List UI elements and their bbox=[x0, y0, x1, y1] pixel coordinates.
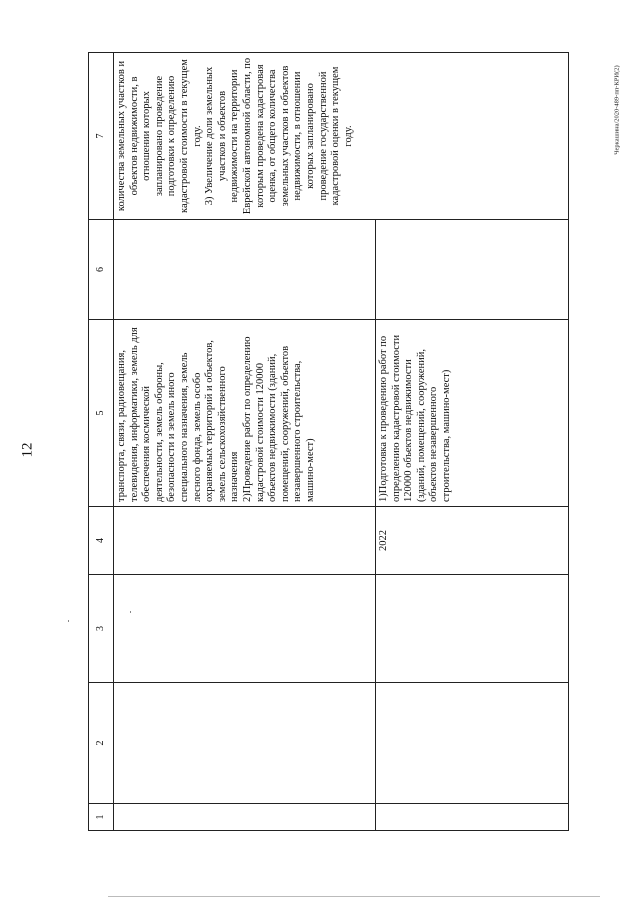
table-row bbox=[114, 53, 376, 831]
cell-r2-c3 bbox=[376, 575, 569, 683]
header-col-4: 4 bbox=[89, 507, 114, 575]
cell-r1-c2 bbox=[114, 683, 376, 804]
scan-speck bbox=[68, 620, 69, 622]
header-col-6: 6 bbox=[89, 220, 114, 320]
header-col-3: 3 bbox=[89, 575, 114, 683]
cell-r2-c6 bbox=[376, 220, 569, 320]
cell-r2-c2 bbox=[376, 683, 569, 804]
cell-r2-c1 bbox=[376, 804, 569, 831]
document-id-footer: Черкашина/2020-489-пп-КРИ(2) bbox=[613, 65, 621, 155]
table-container bbox=[88, 53, 569, 831]
header-col-7: 7 bbox=[89, 53, 114, 220]
header-col-1: 1 bbox=[89, 804, 114, 831]
cell-r1-c3 bbox=[114, 575, 376, 683]
scan-edge-line bbox=[108, 896, 600, 897]
cell-r1-c6 bbox=[114, 220, 376, 320]
header-row bbox=[89, 53, 114, 831]
cell-r2-c5: 1)Подготовка к проведению работ по определению кадастровой стоимости 120000 объектов недвижимости (зданий, помещений, сооружений, объектов незавершенного строительства, машино-мест) bbox=[376, 320, 569, 507]
cell-r2-c4: 2022 bbox=[376, 507, 569, 575]
cell-r1-c4 bbox=[114, 507, 376, 575]
cell-r1-c7: количества земельных участков и объектов недвижимости, в отношении которых запланировано проведение подготовки к определению кадастровой стоимости в текущем году. 3) Увеличение доли земельных участков и объектов недвижимости на территории Еврейской автономной области, по которым проведена кадастровая оценка, от общего количества земельных участков и объектов недвижимости, в отношении которых запланировано проведение государственной кадастровой оценки в текущем году. bbox=[114, 53, 569, 220]
header-col-2: 2 bbox=[89, 683, 114, 804]
program-table bbox=[88, 52, 569, 831]
page-number: 12 bbox=[19, 442, 36, 458]
scan-speck bbox=[130, 611, 131, 613]
header-col-5: 5 bbox=[89, 320, 114, 507]
cell-r1-c1 bbox=[114, 804, 376, 831]
rotated-table-frame bbox=[88, 53, 569, 831]
cell-r1-c5: транспорта, связи, радиовещания, телевидения, информатики, земель для обеспечения космической деятельности, земель обороны, безопасности и земель иного специального назначения, земель лесного фонда, земель особо охраняемых территорий и объектов, земель сельскохозяйственного назначения 2)Проведение работ по определению кадастровой стоимости 120000 объектов недвижимости (зданий, помещений, сооружений, объектов незавершенного строительства, машино-мест) bbox=[114, 320, 376, 507]
